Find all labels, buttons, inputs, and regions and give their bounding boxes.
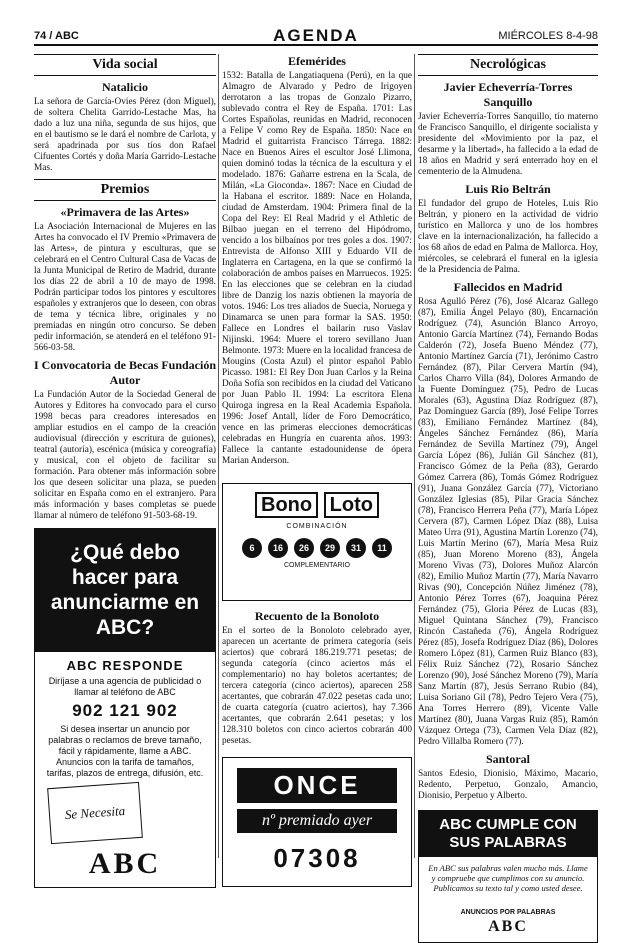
loto-word: Loto [324, 492, 379, 518]
ad-sub2: Si desea insertar un anuncio por palabras o reclamos de breve tamaño, fácil y rápidamente, llame a ABC. Anuncios con la tarifa de tamaños, tarifas, plazos de entrega, difusión, etc. [46, 724, 204, 778]
recuento-title: Recuento de la Bonoloto [254, 609, 380, 623]
necrologicas-heading: Necrológicas [418, 54, 598, 76]
column-divider [414, 54, 415, 858]
santoral-text: Santos Edesio, Dionisio, Máximo, Macario, Redento, Perpetuo, Gonzalo, Amancio, Dionisio, Perpetuo y Alberto. [418, 769, 598, 801]
column-right [418, 54, 598, 943]
ad-headline: ¿Qué debo hacer para anunciarme en ABC? [34, 528, 216, 652]
efemerides-title: Efemérides [288, 54, 346, 68]
ad-phone: 902 121 902 [72, 701, 178, 720]
once-number: 07308 [273, 843, 361, 873]
premios-heading: Premios [34, 179, 216, 201]
column-divider [218, 54, 219, 858]
issue-date: MIÉRCOLES 8-4-98 [498, 30, 598, 42]
once-ad [222, 757, 412, 887]
primavera-title: «Primavera de las Artes» [60, 205, 190, 219]
recuento-text: En el sorteo de la Bonoloto celebrado ayer, aparecen un acertante de primera categoría (seis aciertos) que cobrará 186.219.771 pesetas; de segunda categoría (cinco aciertos más el complementario) no hay boletos acertantes; de tercera categoría (cinco aciertos), aparecen 258 acertantes, que cobrarán 47.022 pesetas cada uno; de cuarta categoría (cuatro aciertos), hay 7.366 acertantes, que cobrarán 2.641 pesetas; y los 128.310 boletos con cinco aciertos cobrarán 400 pesetas. [222, 626, 412, 746]
column-center [222, 54, 412, 887]
abc-logo: ABC [88, 847, 162, 880]
bono-balls [223, 538, 411, 558]
natalicio-text: La señora de García-Ovies Pérez (don Miguel), de soltera Chelita Garrido-Lestache Mas, ha dado a luz una niña, segunda de sus hijos, que en el bautismo se le dará el nombre de Carlota, y será apadrinada por sus tíos don Rafael Cifuentes Cortés y doña María Garrido-Lestache Mas. [34, 97, 216, 173]
becas-text: La Fundación Autor de la Sociedad General de Autores y Editores ha convocado para el curso 1998 becas para creadores interesados en ampliar estudios en el campo de la creación audiovisual (dirección y escritura de guiones), teatral (autoría), escénica (música y coreografía) y musical, con el objeto de facilitar su formación. Para obtener más información sobre los que deseen solicitar una plaza, se pueden solicitar en España como en el extranjero. Para más información y bases completas se puede llamar al número de teléfono 91-503-68-19. [34, 390, 216, 521]
fallecidos-title: Fallecidos en Madrid [453, 280, 563, 294]
column-left [34, 54, 216, 888]
becas-title: I Convocatoria de Becas Fundación Autor [34, 358, 217, 387]
ad-sub: Diríjase a una agencia de publicidad o llamar al teléfono de ABC [48, 676, 202, 697]
se-necesita-note: Se Necesita [47, 782, 143, 844]
cumple-anuncios: ANUNCIOS POR PALABRAS [460, 909, 556, 916]
ad-responde: ABC RESPONDE [66, 658, 184, 673]
santoral-title: Santoral [485, 752, 530, 766]
fallecidos-text: Rosa Agulló Pérez (76), José Alcaraz Gallego (87), Emilia Ángel Pelayo (80), Encarnación Rodríguez (74), Asunción Blanco Arroyo, Antonio García Martínez (74), Fernando Bodas Calderón (72), Josefa Bueno Méndez (77), Antonio Martínez García (71), Jerónimo Castro Fernández (87), Pilar Cervera Martín (94), Carlos Charro Villa (84), Dolores Armando de la Fuente Domínguez (75), Pedro de Lucas Morales (63), Agustina Díaz Rodríguez (87), Paz Domínguez García (89), José Felipe Torres (83), Emiliano Fernández Martínez (84), Ángeles Sánchez Fernández (86), María Fernández de Sevilla Martínez (79), Ángel García López (86), Julián Gil Sánchez (81), Francisco Gómez de la Peña (83), Gerardo Gómez Carrera (86), Tomás Gómez Rodríguez (91), Juana González García (77), Victoriano González Iglesias (85), Pilar Gracia Sánchez (78), Francisco Herrera Peña (77), María López Cervera (87), Carmen López Díaz (88), Luisa Mateo Urra (91), Agustina Martín Lorenzo (74), Luis Martín Merino (67), María Mesa Ruiz (85), Juan Moreno Moreno (83), Ángela Moreno Vivas (73), Dolores Muñoz Alarcón (82), Emilio Muñoz Martín (77), María Navarro Rivas (90), Concepción Núñez Jiménez (78), Antonio Pérez Torres (67), Joaquina Pérez Fernández (75), Gloria Pérez de Lucas (83), Miguel Quintana Sánchez (79), Francisco Rincón Castañeda (76), Ángela Rodríguez Pérez (85), Josefa Rodríguez Díaz (86), Dolores Romero López (81), Carmen Ruiz Blanco (83), Félix Ruiz Sánchez (72), Rosario Sánchez Lorenzo (90), José Sánchez Moreno (79), María Sanz Martín (87), Jesús Serrano Rubio (84), Luisa Soriano Gil (78), Pedro Tejero Vera (75), Ana Torres Herrero (89), Vicente Valle Martínez (80), Juana Vargas Ruiz (85), Ramón Vázquez Ortega (73), Carmen Vela Díaz (82), Pedro Villalba Romero (77). [418, 297, 598, 747]
combinacion-label: COMBINACIÓN [286, 523, 348, 530]
obit-text-2: El fundador del grupo de Hoteles, Luis Rio Beltrán, y pionero en la actividad de vidrio turístico en Mallorca y uno de los hombres clave en la internacionalización, ha fallecido a los 68 años de edad en Palma de Mallorca. Hoy, miércoles, se celebrará el funeral en la iglesia de la Presidencia de Palma. [418, 199, 598, 275]
page-header [34, 24, 598, 46]
cumple-text: En ABC sus palabras valen mucho más. Llame y compruebe que cumplimos con su anuncio. Publicamos su texto tal y como usted desee. [428, 863, 588, 893]
obit-title-2: Luis Rio Beltrán [465, 182, 551, 196]
cumple-title: ABC CUMPLE CON SUS PALABRAS [419, 811, 597, 857]
ball: 16 [268, 538, 288, 558]
bono-word: Bono [255, 492, 318, 518]
once-logo: ONCE [237, 768, 397, 803]
cumple-ad [418, 810, 598, 943]
ball: 29 [320, 538, 340, 558]
once-premiado: nº premiado ayer [237, 809, 397, 833]
natalicio-title: Natalicio [102, 80, 148, 94]
obit-text-1: Javier Echeverría-Torres Sanquillo, tío materno de Francisco Sanquillo, el dirigente socialista y presidente del «Movimiento por la paz, el desarme y la libertad», ha fallecido a la edad de 18 años en Madrid y será enterrado hoy en el cementerio de la Almudena. [418, 112, 598, 177]
vida-social-heading: Vida social [34, 54, 216, 76]
ball: 26 [294, 538, 314, 558]
complementary-ball: 11 [372, 538, 392, 558]
ball: 6 [242, 538, 262, 558]
complementario-label: COMPLEMENTARIO [284, 562, 350, 569]
obit-title-1: Javier Echeverría-Torres Sanquillo [443, 80, 573, 109]
cumple-logo: ABC [488, 918, 528, 935]
page-number: 74 / ABC [34, 30, 79, 42]
efemerides-text: 1532: Batalla de Langatiaquena (Perú), en la que Almagro de Alvarado y Pedro de Irigoyen derrotaron a las tropas de Gonzalo Pizarro, sublevado contra el Rey de España. 1701: Las Cortes Españolas, reunidas en Madrid, reconocen a Felipe V como Rey de España. 1850: Nace en Madrid el guitarrista Francisco Tárrega. 1882: Nace en Buenos Aires el escultor José Llimona, quien dominó todas la técnica de la escultura y el modelado. 1876: Gañarre estrena en la Scala, de Milán, «La Gioconda». 1867: Nace en Ciudad de la Habana el escritor. 1889: Nace en Holanda, ciudad de Amsterdam. 1904: Primera final de la Copa del Rey: El Real Madrid y el Athletic de Bilbao juegan en el terreno del Hipódromo, vencido a los bilbaínos por tres goles a dos. 1907: Entrevista de Alfonso XIII y Eduardo VII de Inglaterra en Cartagena, en la que se confirmó la colaboración de ambos países en Marruecos. 1925: En las elecciones que se celebran en la ciudad libre de Danzig los nazis obtienen la mayoría de votos. 1946: Los tres aliados de Suecia, Noruega y Dinamarca se unen para formar la SAS. 1950: Fallece en Londres el bailarín ruso Vaslav Nijinski. 1964: Muere el torero sevillano Juan Belmonte. 1973: Muere en la localidad francesa de Mougins (Costa Azul) el pintor español Pablo Picasso. 1981: El Rey Don Juan Carlos y la Reina Doña Sofía son recibidos en la ciudad del Vaticano por Juan Pablo II. 1994: La escritora Elena Quiroga ingresa en la Real Academia Española. 1996: Josef Antall, líder de Foro Democrático, vence en las primeras elecciones democráticas celebradas en Hungría en cuarenta años. 1993: Fallece la cantante estadounidense de ópera Marian Anderson. [222, 71, 412, 466]
ball: 31 [346, 538, 366, 558]
primavera-text: La Asociación Internacional de Mujeres en las Artes ha convocado el IV Premio «Primavera de las Artes», de pintura y esculturas, que se celebrará en el Centro Cultural Casa de Vacas de la Junta Municipal de Retiro de Madrid, durante los días 22 de abril a 10 de mayo de 1998. Podrán participar todos los pintores y escultores españoles y extranjeros que lo deseen, con obras de tema y técnica libre, originales y no premiadas en ningún otro concurso. Se deben pedir información, se atenderá en el teléfono 91-566-03-58. [34, 222, 216, 353]
section-title: AGENDA [273, 26, 359, 45]
ad-box [34, 652, 216, 888]
bonoloto-ad [222, 483, 412, 601]
